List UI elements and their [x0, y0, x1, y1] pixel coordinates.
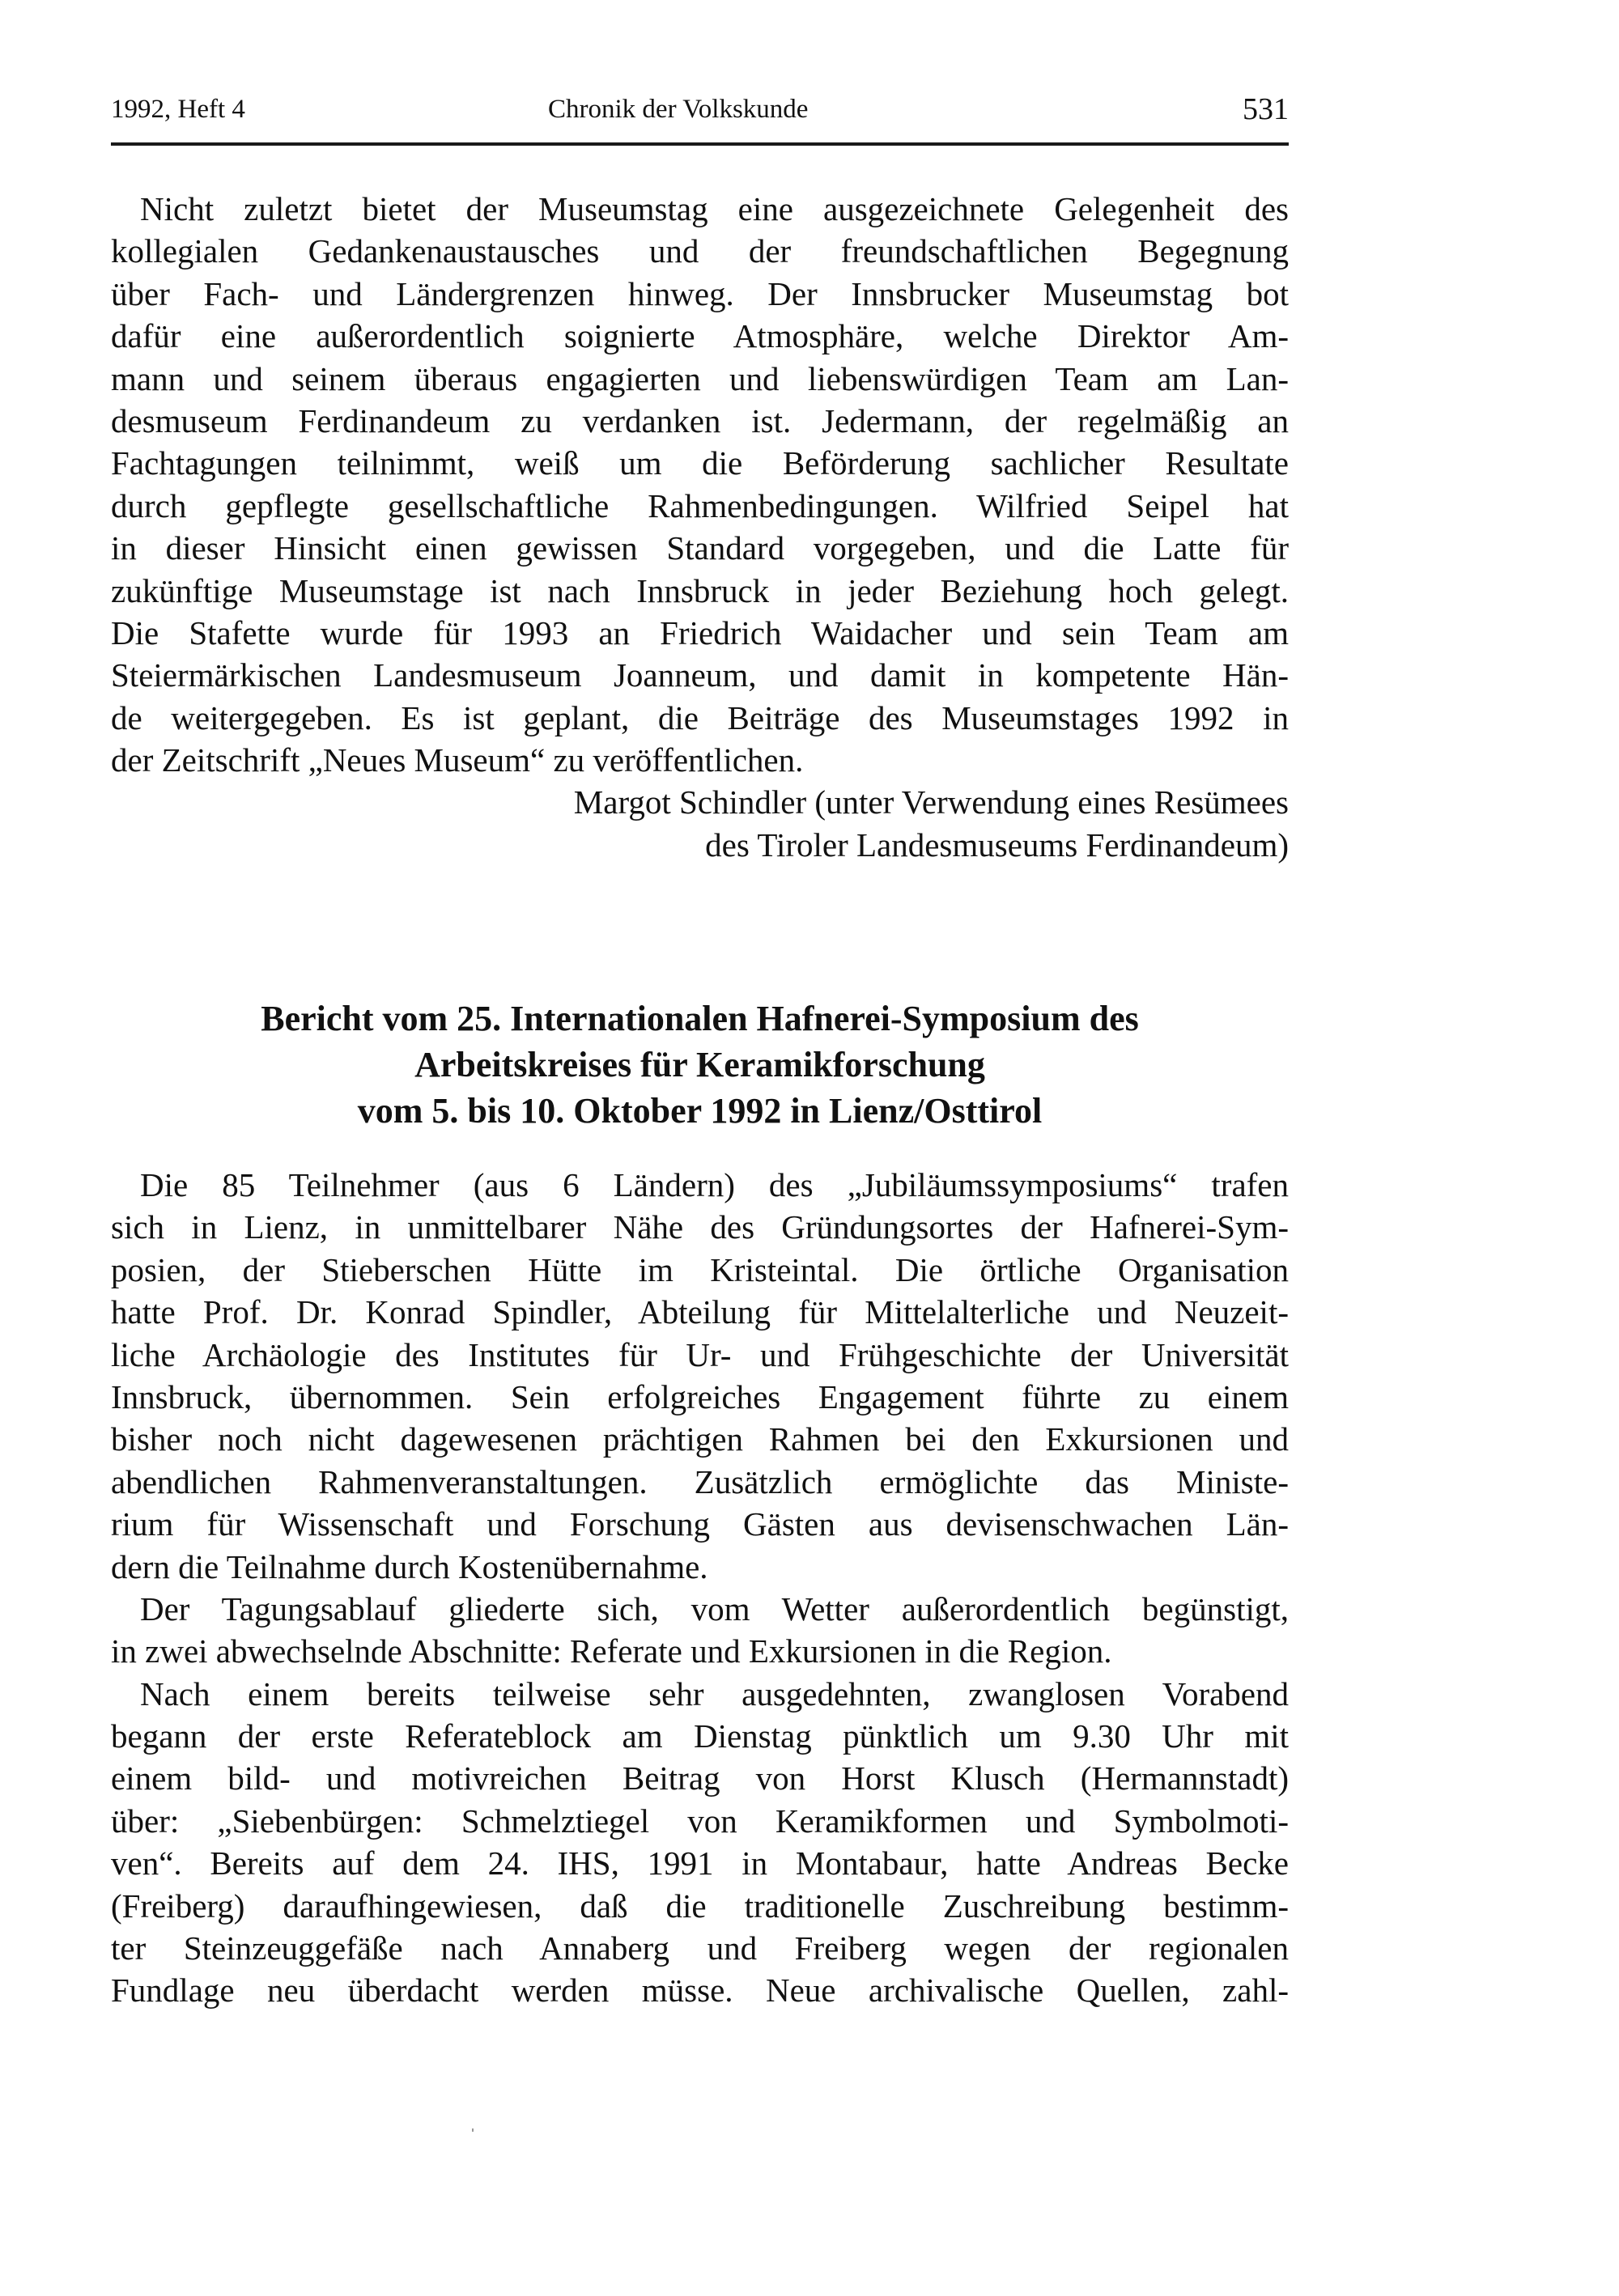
text-line: dern die Teilnahme durch Kostenübernahme. — [111, 1547, 708, 1585]
heading-line: vom 5. bis 10. Oktober 1992 in Lienz/Osttirol — [357, 1091, 1043, 1131]
text-line: der Zeitschrift „Neues Museum“ zu veröffentlichen. — [111, 741, 804, 779]
section-title: Chronik der Volkskunde — [548, 95, 809, 124]
heading-line: Arbeitskreises für Keramikforschung — [414, 1045, 985, 1084]
text-line: de weitergegeben. Es ist geplant, die Beiträge des Museumstages 1992 in — [111, 698, 1289, 736]
text-line: über Fach- und Ländergrenzen hinweg. Der Innsbrucker Museumstag bot — [111, 274, 1289, 312]
text-line: desmuseum Ferdinandeum zu verdanken ist. Jedermann, der regelmäßig an — [111, 401, 1289, 439]
issue-label: 1992, Heft 4 — [111, 95, 245, 124]
scan-speck — [472, 2128, 474, 2132]
header-rule — [111, 142, 1289, 146]
text-line: sich in Lienz, in unmittelbarer Nähe des Gründungsortes der Hafnerei-Sym- — [111, 1208, 1289, 1246]
first-article-paragraph — [111, 188, 1289, 866]
text-line: durch gepflegte gesellschaftliche Rahmenbedingungen. Wilfried Seipel hat — [111, 486, 1289, 524]
text-line: hatte Prof. Dr. Konrad Spindler, Abteilung für Mittelalterliche und Neuzeit- — [111, 1293, 1289, 1331]
article-heading — [111, 995, 1289, 1134]
text-line: in dieser Hinsicht einen gewissen Standard vorgegeben, und die Latte für — [111, 529, 1289, 567]
second-article-body — [111, 1164, 1289, 2012]
text-line: ter Steinzeuggefäße nach Annaberg und Freiberg wegen der regionalen — [111, 1929, 1289, 1967]
text-line: zukünftige Museumstage ist nach Innsbruck in jeder Beziehung hoch gelegt. — [111, 571, 1289, 609]
running-head — [111, 91, 1289, 128]
text-line: Fundlage neu überdacht werden müsse. Neue archivalische Quellen, zahl- — [111, 1971, 1289, 2010]
text-line: dafür eine außerordentlich soignierte Atmosphäre, welche Direktor Am- — [111, 317, 1289, 355]
text-line: über: „Siebenbürgen: Schmelztiegel von Keramikformen und Symbolmoti- — [111, 1802, 1289, 1840]
text-line: Innsbruck, übernommen. Sein erfolgreiches Engagement führte zu einem — [111, 1377, 1289, 1415]
text-line: einem bild- und motivreichen Beitrag von Horst Klusch (Hermannstadt) — [111, 1759, 1289, 1797]
text-line: rium für Wissenschaft und Forschung Gästen aus devisenschwachen Län- — [111, 1505, 1289, 1543]
text-line: kollegialen Gedankenaustausches und der freundschaftlichen Begegnung — [111, 232, 1289, 270]
text-line: Der Tagungsablauf gliederte sich, vom Wetter außerordentlich begünstigt, — [140, 1589, 1289, 1628]
text-line: Die 85 Teilnehmer (aus 6 Ländern) des „Jubiläumssymposiums“ trafen — [140, 1166, 1289, 1203]
text-line: abendlichen Rahmenveranstaltungen. Zusätzlich ermöglichte das Ministe- — [111, 1462, 1289, 1500]
heading-line: Bericht vom 25. Internationalen Hafnerei-Symposium des — [261, 999, 1139, 1038]
text-line: bisher noch nicht dagewesenen prächtigen Rahmen bei den Exkursionen und — [111, 1420, 1289, 1458]
text-line: posien, der Stieberschen Hütte im Kristeintal. Die örtliche Organisation — [111, 1250, 1289, 1288]
text-line: Steiermärkischen Landesmuseum Joanneum, und damit in kompetente Hän- — [111, 656, 1289, 694]
text-line: Die Stafette wurde für 1993 an Friedrich Waidacher und sein Team am — [111, 613, 1289, 651]
text-line: Nach einem bereits teilweise sehr ausgedehnten, zwanglosen Vorabend — [140, 1674, 1289, 1712]
text-line: in zwei abwechselnde Abschnitte: Referate und Exkursionen in die Region. — [111, 1632, 1112, 1670]
text-line: Fachtagungen teilnimmt, weiß um die Beförderung sachlicher Resultate — [111, 444, 1289, 482]
text-line: liche Archäologie des Institutes für Ur- und Frühgeschichte der Universität — [111, 1335, 1289, 1373]
text-line: Nicht zuletzt bietet der Museumstag eine ausgezeichnete Gelegenheit des — [140, 190, 1289, 227]
text-line: ven“. Bereits auf dem 24. IHS, 1991 in Montabaur, hatte Andreas Becke — [111, 1844, 1289, 1882]
text-line: mann und seinem überaus engagierten und liebenswürdigen Team am Lan- — [111, 359, 1289, 397]
author-signature: Margot Schindler (unter Verwendung eines Resümees — [573, 783, 1289, 821]
page-number: 531 — [1243, 92, 1289, 126]
text-line: begann der erste Referateblock am Dienstag pünktlich um 9.30 Uhr mit — [111, 1717, 1289, 1755]
text-line: (Freiberg) daraufhingewiesen, daß die traditionelle Zuschreibung bestimm- — [111, 1886, 1289, 1925]
author-signature: des Tiroler Landesmuseums Ferdinandeum) — [705, 825, 1289, 864]
